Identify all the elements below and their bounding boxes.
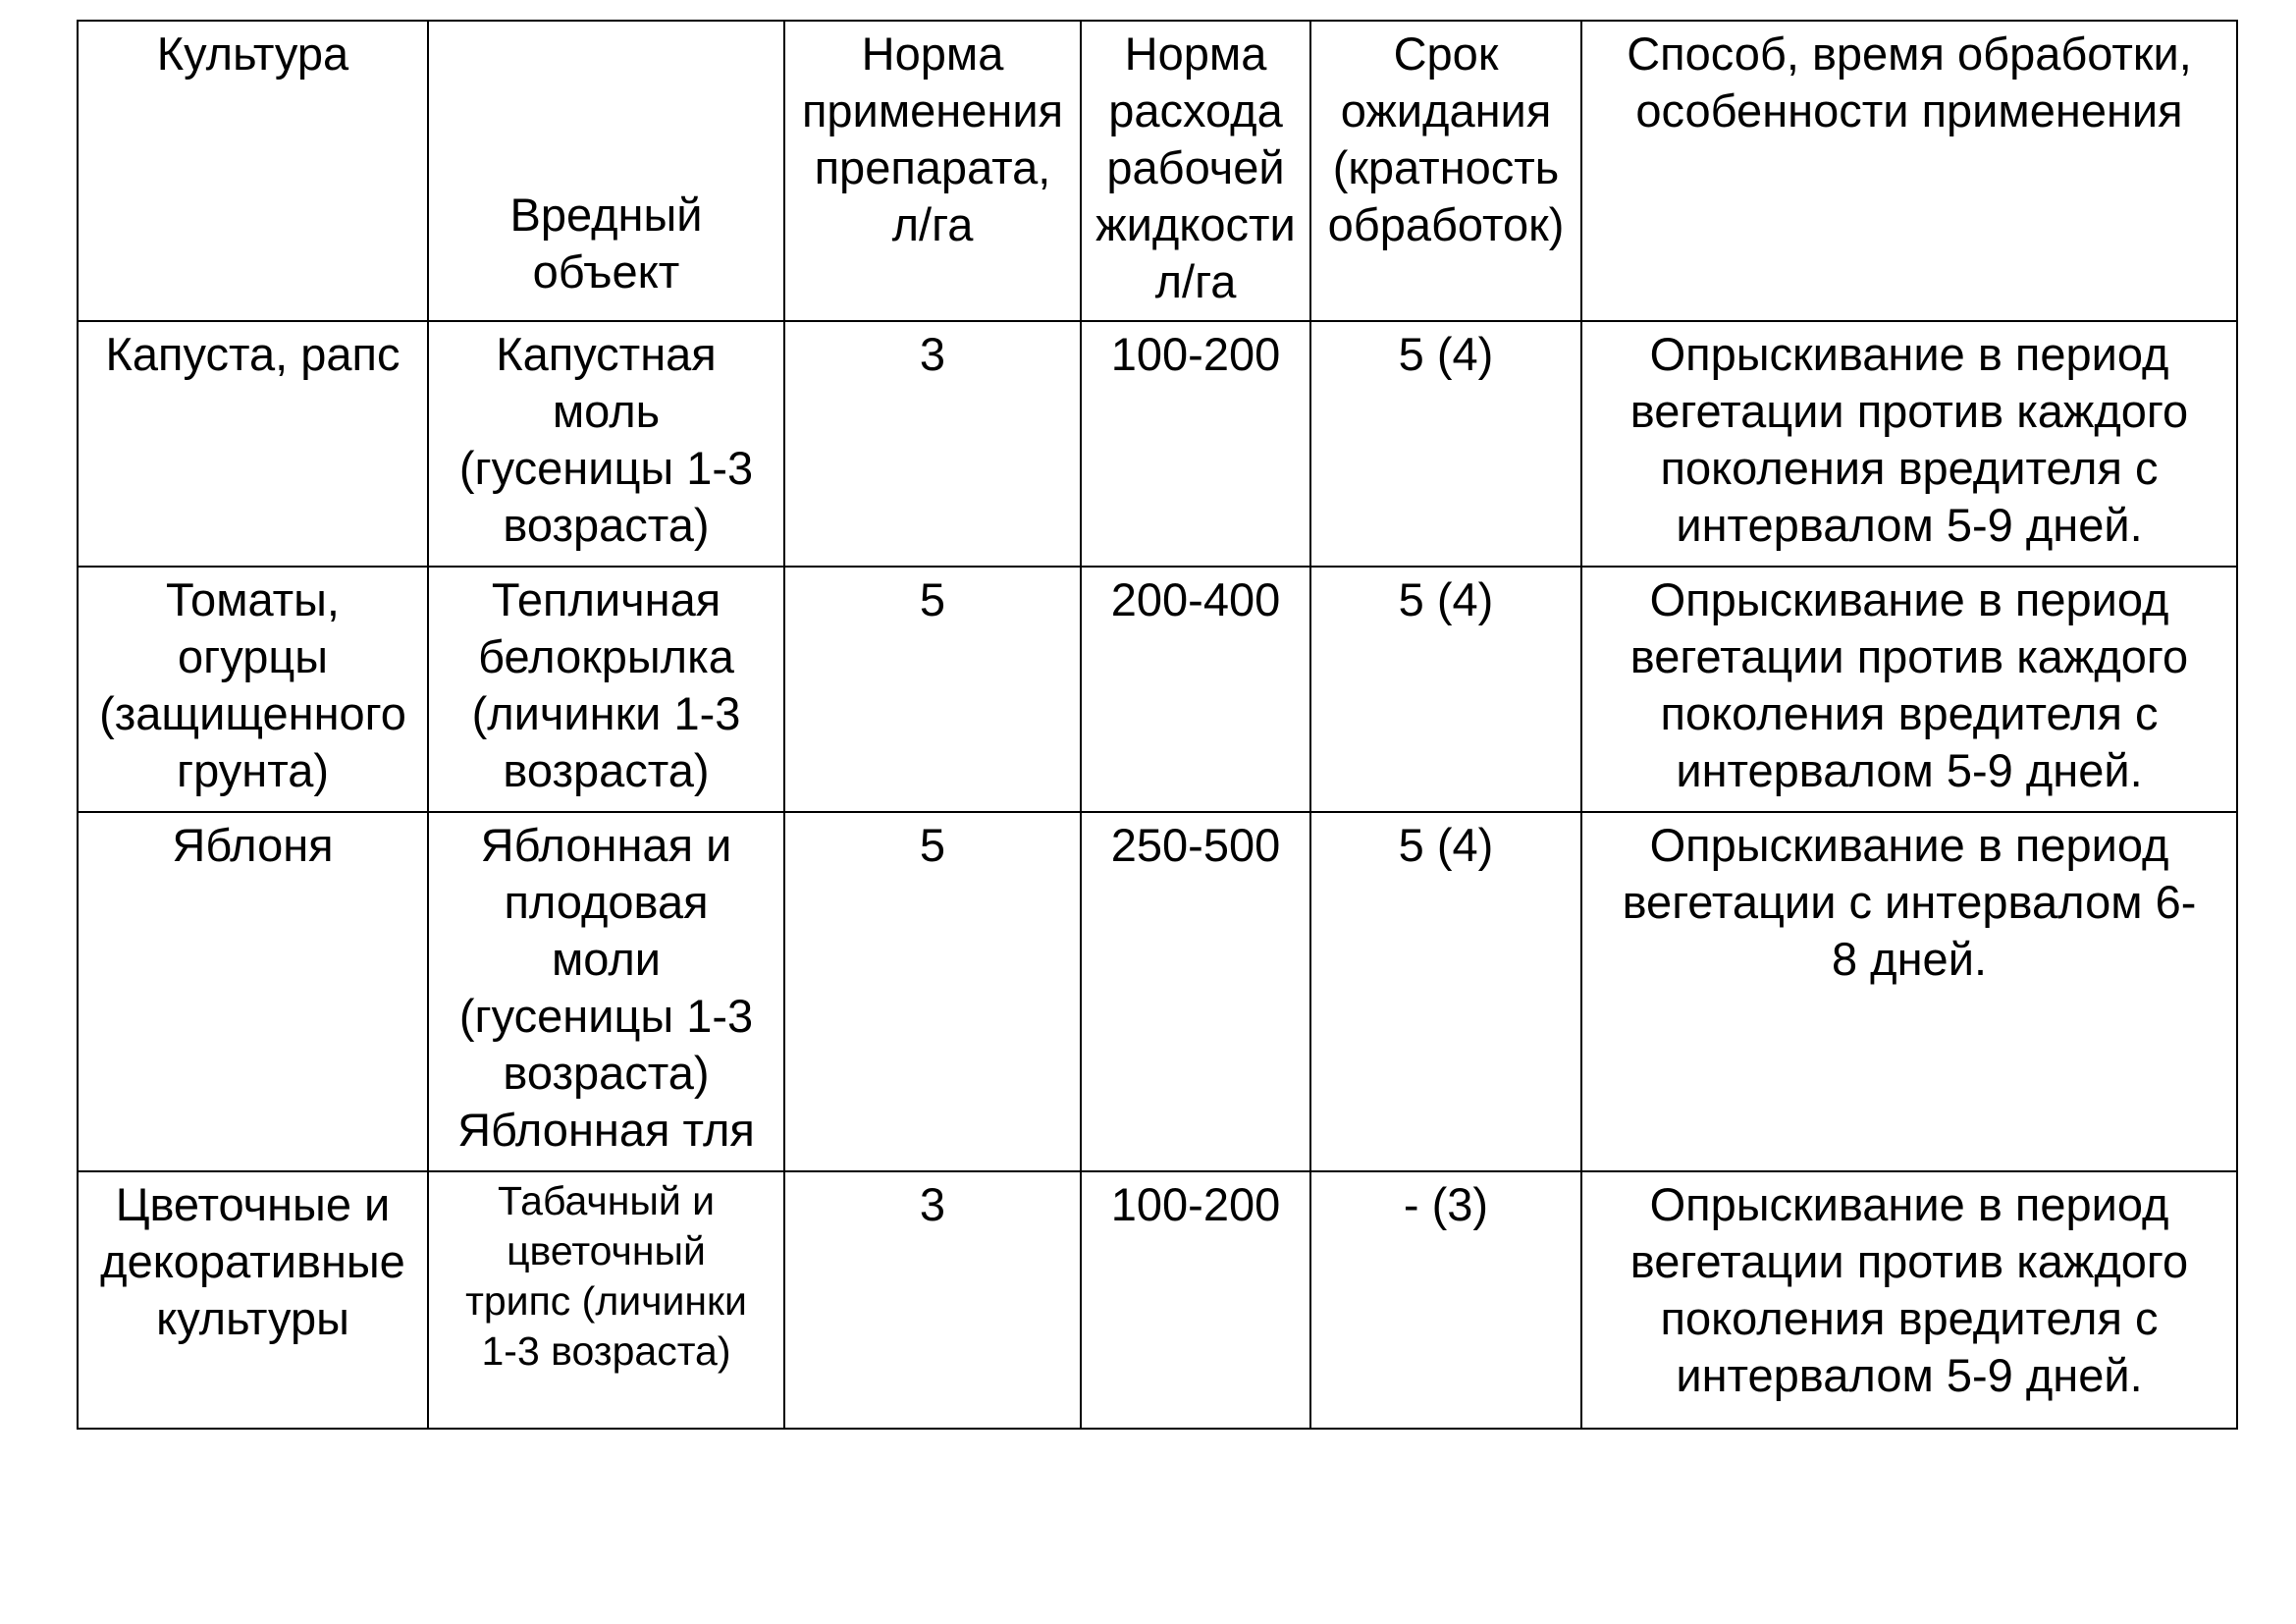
cell-method: Опрыскивание в период вегетации против каждого поколения вредителя с интервалом 5-9 дней. xyxy=(1581,567,2237,812)
cell-culture: Яблоня xyxy=(78,812,428,1171)
cell-method: Опрыскивание в период вегетации против каждого поколения вредителя с интервалом 5-9 дней. xyxy=(1581,1171,2237,1429)
header-method: Способ, время обработки, особенности применения xyxy=(1581,21,2237,321)
cell-pest: Табачный и цветочный трипс (личинки 1-3 возраста) xyxy=(428,1171,784,1429)
cell-rate: 3 xyxy=(784,1171,1081,1429)
cell-method: Опрыскивание в период вегетации с интервалом 6- 8 дней. xyxy=(1581,812,2237,1171)
cell-liquid: 200-400 xyxy=(1081,567,1310,812)
cell-culture: Цветочные и декоративные культуры xyxy=(78,1171,428,1429)
table-row xyxy=(78,812,2237,1171)
cell-pest: Тепличная белокрылка (личинки 1-3 возраста) xyxy=(428,567,784,812)
table-row xyxy=(78,567,2237,812)
cell-method: Опрыскивание в период вегетации против каждого поколения вредителя с интервалом 5-9 дней. xyxy=(1581,321,2237,567)
cell-pest: Яблонная и плодовая моли (гусеницы 1-3 возраста) Яблонная тля xyxy=(428,812,784,1171)
header-rate: Норма применения препарата, л/га xyxy=(784,21,1081,321)
table-row xyxy=(78,1171,2237,1429)
cell-rate: 5 xyxy=(784,567,1081,812)
header-waiting: Срок ожидания (кратность обработок) xyxy=(1310,21,1581,321)
table-header-row xyxy=(78,21,2237,321)
application-rates-table xyxy=(77,20,2238,1430)
cell-liquid: 250-500 xyxy=(1081,812,1310,1171)
cell-culture: Томаты, огурцы (защищенного грунта) xyxy=(78,567,428,812)
header-liquid: Норма расхода рабочей жидкости л/га xyxy=(1081,21,1310,321)
cell-waiting: - (3) xyxy=(1310,1171,1581,1429)
cell-waiting: 5 (4) xyxy=(1310,812,1581,1171)
header-culture: Культура xyxy=(78,21,428,321)
cell-liquid: 100-200 xyxy=(1081,321,1310,567)
cell-liquid: 100-200 xyxy=(1081,1171,1310,1429)
table-row xyxy=(78,321,2237,567)
cell-rate: 3 xyxy=(784,321,1081,567)
cell-pest: Капустная моль (гусеницы 1-3 возраста) xyxy=(428,321,784,567)
cell-waiting: 5 (4) xyxy=(1310,321,1581,567)
cell-waiting: 5 (4) xyxy=(1310,567,1581,812)
header-pest: Вредный объект xyxy=(428,21,784,321)
cell-rate: 5 xyxy=(784,812,1081,1171)
cell-culture: Капуста, рапс xyxy=(78,321,428,567)
